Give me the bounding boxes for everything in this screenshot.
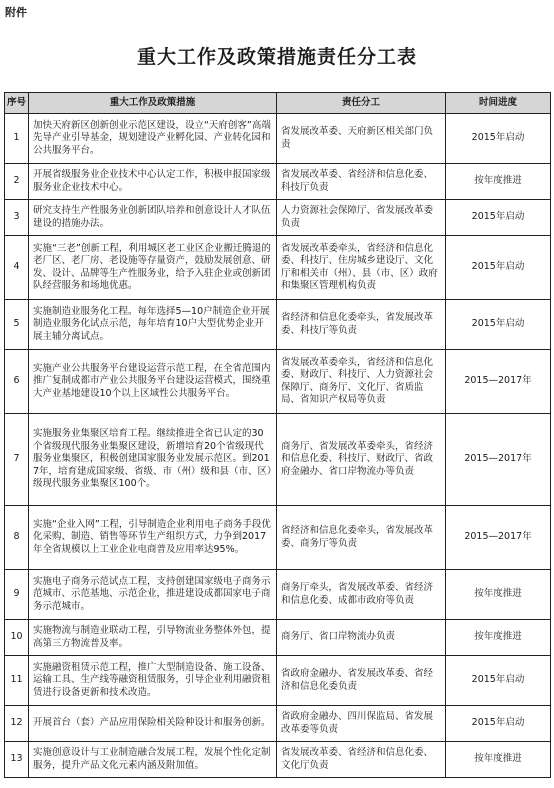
row-seq: 11 bbox=[5, 656, 29, 706]
table-row bbox=[5, 236, 551, 300]
row-progress: 2015年启动 bbox=[446, 114, 551, 164]
row-measure: 实施制造业服务化工程。每年选择5—10户制造企业开展制造业服务化试点示范，每年培育10户大型优势企业开展主辅分离试点。 bbox=[29, 300, 277, 350]
row-measure: 实施服务业集聚区培育工程。继续推进全省已认定的30个省级现代服务业集聚区建设，新增培育20个省级现代服务业集聚区，积极创建国家服务业发展示范区。到2017年，培育建成国家级、省级、市（州）级和县（市、区）级现代服务业集聚区100个。 bbox=[29, 414, 277, 506]
row-seq: 13 bbox=[5, 742, 29, 778]
row-measure: 实施“三老”创新工程，利用城区老工业区企业搬迁腾退的老厂区、老厂房、老设施等存量资产，鼓励发展创意、研发、设计、品牌等生产性服务业，给予入驻企业或创新团队经营服务和场地优惠。 bbox=[29, 236, 277, 300]
row-progress: 2015—2017年 bbox=[446, 414, 551, 506]
row-responsibility: 省政府金融办、省发展改革委、省经济和信息化委负责 bbox=[277, 656, 446, 706]
row-measure: 开展省级服务业企业技术中心认定工作，积极申报国家级服务业企业技术中心。 bbox=[29, 164, 277, 200]
row-responsibility: 商务厅、省发展改革委牵头，省经济和信息化委、科技厅、财政厅、省政府金融办、省口岸物流办等负责 bbox=[277, 414, 446, 506]
row-responsibility: 人力资源社会保障厅、省发展改革委负责 bbox=[277, 200, 446, 236]
row-responsibility: 省经济和信息化委牵头，省发展改革委、科技厅等负责 bbox=[277, 300, 446, 350]
row-responsibility: 省发展改革委牵头，省经济和信息化委、财政厅、科技厅、人力资源社会保障厅、商务厅、文化厅、省质监局、省知识产权局等负责 bbox=[277, 350, 446, 414]
row-progress: 2015年启动 bbox=[446, 236, 551, 300]
row-progress: 2015年启动 bbox=[446, 656, 551, 706]
table-header-row bbox=[5, 93, 551, 114]
table-row bbox=[5, 114, 551, 164]
row-measure: 实施电子商务示范试点工程，支持创建国家级电子商务示范城市、示范基地、示范企业，推进建设成都国家电子商务示范城市。 bbox=[29, 570, 277, 620]
table-row bbox=[5, 414, 551, 506]
row-responsibility: 省发展改革委、省经济和信息化委、科技厅负责 bbox=[277, 164, 446, 200]
table-row bbox=[5, 620, 551, 656]
row-seq: 2 bbox=[5, 164, 29, 200]
row-progress: 2015年启动 bbox=[446, 300, 551, 350]
header-responsibility: 责任分工 bbox=[277, 93, 446, 114]
row-progress: 2015—2017年 bbox=[446, 350, 551, 414]
row-seq: 4 bbox=[5, 236, 29, 300]
table-row bbox=[5, 506, 551, 570]
row-progress: 2015—2017年 bbox=[446, 506, 551, 570]
header-seq: 序号 bbox=[5, 93, 29, 114]
row-responsibility: 省经济和信息化委牵头，省发展改革委、商务厅等负责 bbox=[277, 506, 446, 570]
row-responsibility: 省政府金融办、四川保监局、省发展改革委等负责 bbox=[277, 706, 446, 742]
row-responsibility: 省发展改革委牵头，省经济和信息化委、科技厅、住房城乡建设厅、文化厅和相关市（州）、县（市、区）政府和集聚区管理机构负责 bbox=[277, 236, 446, 300]
row-responsibility: 商务厅牵头，省发展改革委、省经济和信息化委、成都市政府等负责 bbox=[277, 570, 446, 620]
row-responsibility: 省发展改革委、天府新区相关部门负责 bbox=[277, 114, 446, 164]
responsibility-table bbox=[4, 92, 551, 778]
header-measure: 重大工作及政策措施 bbox=[29, 93, 277, 114]
row-progress: 2015年启动 bbox=[446, 706, 551, 742]
row-measure: 实施融资租赁示范工程，推广大型制造设备、施工设备、运输工具、生产线等融资租赁服务，引导企业利用融资租赁进行设备更新和技术改造。 bbox=[29, 656, 277, 706]
row-responsibility: 省发展改革委、省经济和信息化委、文化厅负责 bbox=[277, 742, 446, 778]
row-seq: 5 bbox=[5, 300, 29, 350]
row-seq: 1 bbox=[5, 114, 29, 164]
row-measure: 加快天府新区创新创业示范区建设，设立“天府创客”高端先导产业引导基金，规划建设产业孵化园、产业转化园和公共服务平台。 bbox=[29, 114, 277, 164]
row-seq: 10 bbox=[5, 620, 29, 656]
row-measure: 开展首台（套）产品应用保险相关险种设计和服务创新。 bbox=[29, 706, 277, 742]
row-seq: 7 bbox=[5, 414, 29, 506]
row-seq: 6 bbox=[5, 350, 29, 414]
page-title: 重大工作及政策措施责任分工表 bbox=[136, 46, 417, 68]
appendix-label: 附件 bbox=[5, 6, 27, 19]
row-progress: 按年度推进 bbox=[446, 742, 551, 778]
row-measure: 实施产业公共服务平台建设运营示范工程，在全省范围内推广复制成都市产业公共服务平台建设运营模式，围绕重大产业基地建设10个以上区域性公共服务平台。 bbox=[29, 350, 277, 414]
row-seq: 3 bbox=[5, 200, 29, 236]
table-row bbox=[5, 350, 551, 414]
table-row bbox=[5, 570, 551, 620]
row-measure: 实施“企业入网”工程，引导制造企业利用电子商务手段优化采购、制造、销售等环节生产组织方式，力争到2017年全省规模以上工业企业电商普及应用率达95%。 bbox=[29, 506, 277, 570]
row-seq: 8 bbox=[5, 506, 29, 570]
table-row bbox=[5, 706, 551, 742]
header-progress: 时间进度 bbox=[446, 93, 551, 114]
row-progress: 2015年启动 bbox=[446, 200, 551, 236]
row-seq: 12 bbox=[5, 706, 29, 742]
row-measure: 实施物流与制造业联动工程，引导物流业务整体外包，提高第三方物流普及率。 bbox=[29, 620, 277, 656]
table-row bbox=[5, 742, 551, 778]
row-progress: 按年度推进 bbox=[446, 164, 551, 200]
table-row bbox=[5, 164, 551, 200]
row-seq: 9 bbox=[5, 570, 29, 620]
row-measure: 实施创意设计与工业制造融合发展工程，发展个性化定制服务，提升产品文化元素内涵及附加值。 bbox=[29, 742, 277, 778]
table-row bbox=[5, 656, 551, 706]
row-progress: 按年度推进 bbox=[446, 570, 551, 620]
table-row bbox=[5, 200, 551, 236]
row-measure: 研究支持生产性服务业创新团队培养和创意设计人才队伍建设的措施办法。 bbox=[29, 200, 277, 236]
row-progress: 按年度推进 bbox=[446, 620, 551, 656]
row-responsibility: 商务厅、省口岸物流办负责 bbox=[277, 620, 446, 656]
table-row bbox=[5, 300, 551, 350]
